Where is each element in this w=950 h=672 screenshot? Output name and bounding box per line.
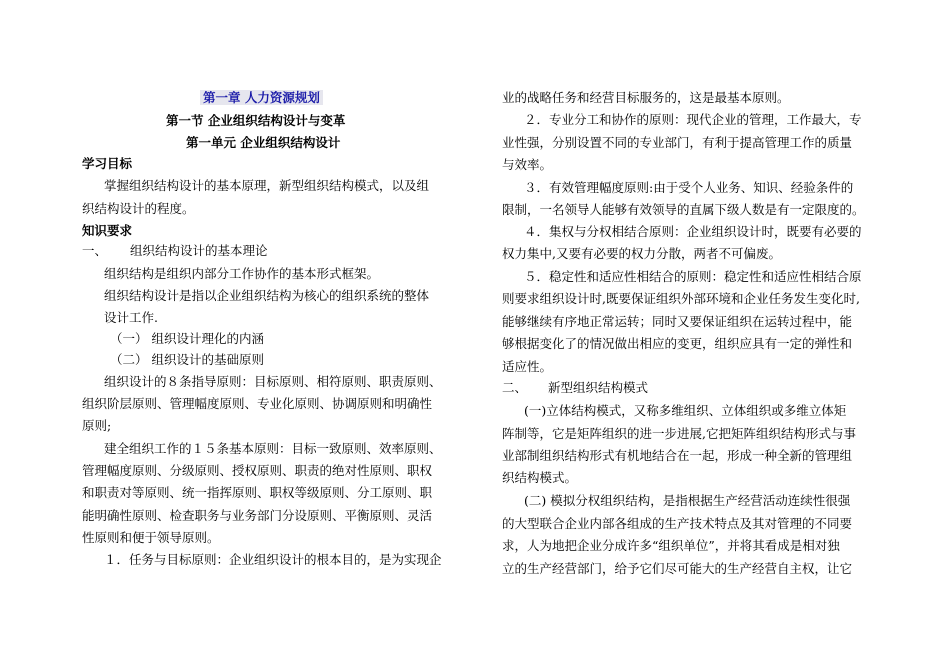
part-one-number: 一、 (82, 243, 108, 258)
fifteen-principles-line: 和职责对等原则、统一指挥原则、职权等级原则、分工原则、职 (82, 485, 433, 500)
item-two-line: 业性强，分别设置不同的专业部门，有利于提高管理工作的质量 (502, 135, 853, 150)
model-one-line: 业部制组织结构形式有机地结合在一起，形成一种全新的管理组 (502, 448, 853, 463)
model-two-line: 立的生产经营部门，给予它们尽可能大的生产经营自主权，让它 (502, 561, 853, 576)
item-two-line: 与效率。 (502, 157, 553, 172)
model-one-line: (一)立体结构模式，又称多维组织、立体组织或多维立体矩 (524, 403, 847, 418)
study-goals-line: 掌握组织结构设计的基本原理，新型组织结构模式，以及组 (104, 178, 430, 193)
item-one-continued: 业的战略任务和经营目标服务的，这是最基本原则。 (502, 90, 790, 105)
study-goals-line: 织结构设计的程度。 (82, 201, 195, 216)
part-two-number: 二、 (502, 380, 528, 395)
model-two-line: 求，人为地把企业分成许多“组织单位”，并将其看成是相对独 (502, 538, 840, 553)
part-one-title: 组织结构设计的基本理论 (130, 243, 268, 258)
knowledge-heading: 知识要求 (82, 223, 133, 238)
model-two-line: (二) 模拟分权组织结构，是指根据生产经营活动连续性很强 (524, 493, 851, 508)
model-one-line: 阵制等，它是矩阵组织的进一步进展,它把矩阵组织结构形式与事 (502, 426, 856, 441)
sub-item: （二） 组织设计的基础原则 (110, 352, 264, 367)
item-four-line: ４．集权与分权相结合原则：企业组织设计时，既要有必要的 (524, 224, 862, 239)
chapter-title: 第一章 人力资源规划 (200, 90, 323, 106)
eight-principles-line: 组织阶层原则、管理幅度原则、专业化原则、协调原则和明确性 (82, 396, 433, 411)
item-five-line: 能够继续有序地正常运转；同时又要保证组织在运转过程中，能 (502, 314, 853, 329)
model-two-line: 的大型联合企业内部各组成的生产技术特点及其对管理的不同要 (502, 516, 853, 531)
unit-title: 第一单元 企业组织结构设计 (186, 135, 341, 150)
definition-line: 组织结构是组织内部分工作协作的基本形式框架。 (104, 266, 380, 281)
definition-line: 组织结构设计是指以企业组织结构为核心的组织系统的整体 (104, 288, 430, 303)
item-three-line: ３．有效管理幅度原则:由于受个人业务、知识、经验条件的 (524, 180, 854, 195)
eight-principles-line: 原则; (82, 418, 112, 433)
definition-line: 设计工作. (104, 310, 158, 325)
item-one-start: １．任务与目标原则：企业组织设计的根本目的，是为实现企 (104, 552, 442, 567)
item-five-line: 够根据变化了的情况做出相应的变更，组织应具有一定的弹性和 (502, 336, 853, 351)
item-five-line: 则要求组织设计时,既要保证组织外部环境和企业任务发生变化时, (502, 291, 860, 306)
study-goals-heading: 学习目标 (82, 156, 133, 171)
item-two-line: ２．专业分工和协作的原则：现代企业的管理，工作最大，专 (524, 112, 862, 127)
eight-principles-line: 组织设计的８条指导原则：目标原则、相符原则、职责原则、 (104, 374, 442, 389)
item-three-line: 限制，一名领导人能够有效领导的直属下级人数是有一定限度的。 (502, 202, 865, 217)
item-four-line: 权力集中,又要有必要的权力分散，两者不可偏废。 (502, 246, 781, 261)
fifteen-principles-line: 建全组织工作的１５条基本原则：目标一致原则、效率原则、 (104, 441, 442, 456)
item-five-line: 适应性。 (502, 359, 553, 374)
part-two-title: 新型组织结构模式 (548, 380, 649, 395)
fifteen-principles-line: 性原则和便于领导原则。 (82, 530, 220, 545)
item-five-line: ５．稳定性和适应性相结合的原则：稳定性和适应性相结合原 (524, 269, 862, 284)
section-title: 第一节 企业组织结构设计与变革 (166, 113, 346, 128)
fifteen-principles-line: 能明确性原则、检查职务与业务部门分设原则、平衡原则、灵活 (82, 508, 433, 523)
model-one-line: 织结构模式。 (502, 470, 578, 485)
fifteen-principles-line: 管理幅度原则、分级原则、授权原则、职责的绝对性原则、职权 (82, 463, 433, 478)
sub-item: （一） 组织设计理化的内涵 (110, 331, 264, 346)
